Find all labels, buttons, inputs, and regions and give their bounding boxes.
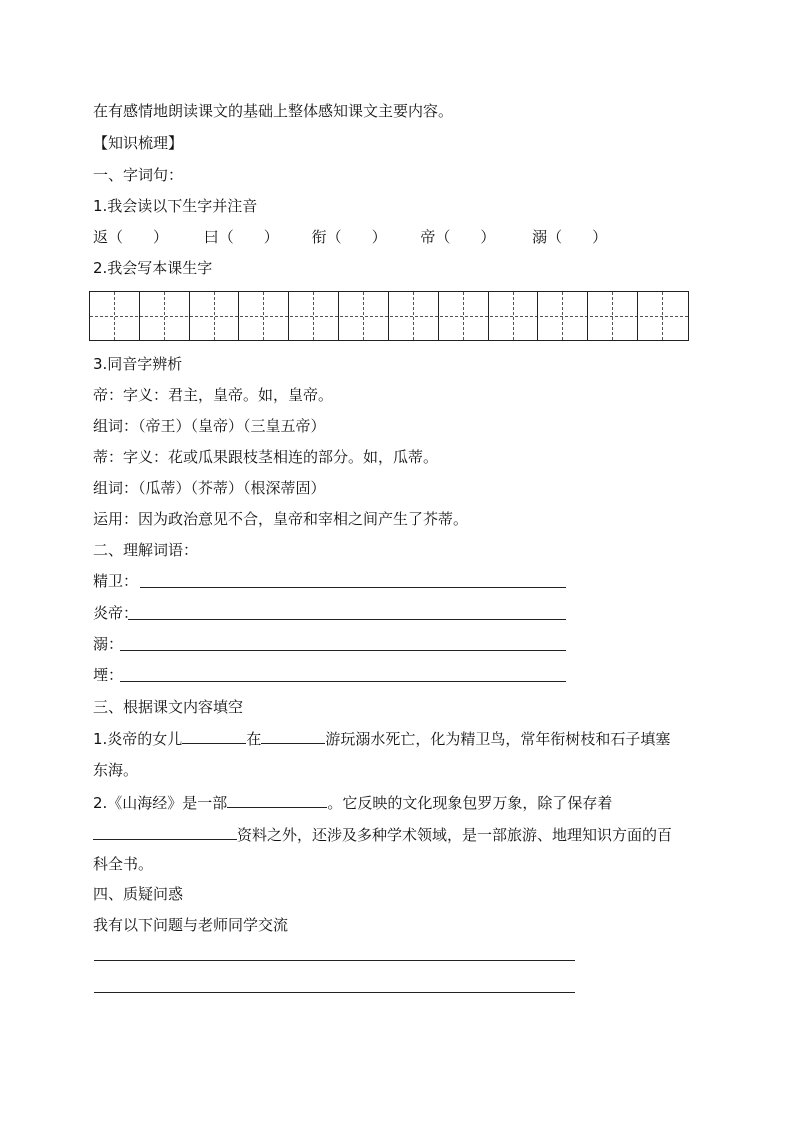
vocab-label: 溺： — [93, 635, 124, 653]
fill2-line2 — [93, 824, 672, 845]
fill1-line — [93, 728, 670, 749]
grid-cell[interactable] — [439, 292, 464, 340]
question-line[interactable] — [94, 992, 575, 993]
grid-cell[interactable] — [115, 292, 140, 340]
grid-cell[interactable] — [514, 292, 539, 340]
pinyin-row — [93, 227, 607, 247]
fill-blank[interactable] — [93, 824, 237, 840]
part2-title: 二、理解词语： — [93, 541, 199, 559]
grid-cell[interactable] — [364, 292, 389, 340]
grid-cell[interactable] — [190, 292, 215, 340]
grid-cell[interactable] — [389, 292, 414, 340]
question-prompt: 我有以下问题与老师同学交流 — [93, 916, 289, 934]
vocab-label: 精卫： — [93, 572, 139, 590]
answer-line[interactable] — [120, 681, 566, 682]
grid-cell[interactable] — [90, 292, 115, 340]
question-line[interactable] — [94, 960, 575, 961]
fill-blank[interactable] — [261, 728, 325, 744]
fill2-cont: 科全书。 — [93, 855, 154, 873]
fill1-text-c: 游玩溺水死亡，化为精卫鸟，常年衔树枝和石子填塞 — [325, 730, 671, 748]
fill2-line — [93, 792, 612, 813]
pinyin-item: 衔（ ） — [311, 228, 387, 246]
grid-cell[interactable] — [215, 292, 240, 340]
grid-cell[interactable] — [588, 292, 613, 340]
pinyin-item: 曰（ ） — [203, 228, 279, 246]
grid-cell[interactable] — [539, 292, 564, 340]
di-words: 组词：（帝王）（皇帝）（三皇五帝） — [93, 417, 326, 435]
grid-cell[interactable] — [563, 292, 588, 340]
grid-cell[interactable] — [339, 292, 364, 340]
fill2-text-b: 。它反映的文化现象包罗万象，除了保存着 — [327, 794, 613, 812]
q3-title: 3.同音字辨析 — [93, 355, 183, 373]
q2-title: 2.我会写本课生字 — [93, 259, 213, 277]
pinyin-item: 溺（ ） — [532, 228, 608, 246]
pinyin-item: 帝（ ） — [420, 228, 496, 246]
grid-cell[interactable] — [165, 292, 190, 340]
grid-cell[interactable] — [414, 292, 439, 340]
grid-cell[interactable] — [613, 292, 638, 340]
vocab-label: 堙： — [93, 666, 124, 684]
grid-cell[interactable] — [464, 292, 489, 340]
grid-cell[interactable] — [289, 292, 314, 340]
part1-title: 一、字词句： — [93, 166, 184, 184]
answer-line[interactable] — [120, 650, 566, 651]
knowledge-heading: 【知识梳理】 — [93, 134, 184, 152]
grid-cell[interactable] — [638, 292, 663, 340]
answer-line[interactable] — [128, 619, 566, 620]
writing-grid[interactable] — [89, 291, 689, 341]
q1-title: 1.我会读以下生字并注音 — [93, 197, 258, 215]
fill1-cont: 东海。 — [93, 761, 139, 779]
vocab-label: 炎帝： — [93, 604, 139, 622]
part4-title: 四、质疑问惑 — [93, 885, 184, 903]
fill-blank[interactable] — [182, 728, 246, 744]
pinyin-item: 返（ ） — [93, 228, 169, 246]
fill-blank[interactable] — [227, 792, 327, 808]
intro-text: 在有感情地朗读课文的基础上整体感知课文主要内容。 — [93, 102, 454, 120]
grid-cell[interactable] — [140, 292, 165, 340]
fill1-text-b: 在 — [246, 730, 262, 748]
di2-meaning: 蒂：字义：花或瓜果跟枝茎相连的部分。如，瓜蒂。 — [93, 448, 439, 466]
fill2-text-a: 2.《山海经》是一部 — [93, 794, 228, 812]
grid-cell[interactable] — [314, 292, 339, 340]
grid-cell[interactable] — [489, 292, 514, 340]
part3-title: 三、根据课文内容填空 — [93, 698, 244, 716]
fill2-text-c: 资料之外，还涉及多种学术领域，是一部旅游、地理知识方面的百 — [237, 826, 673, 844]
di2-words: 组词：（瓜蒂）（芥蒂）（根深蒂固） — [93, 479, 326, 497]
usage-text: 运用：因为政治意见不合，皇帝和宰相之间产生了芥蒂。 — [93, 510, 469, 528]
grid-cell[interactable] — [240, 292, 265, 340]
di-meaning: 帝：字义：君主，皇帝。如，皇帝。 — [93, 386, 334, 404]
grid-cell[interactable] — [264, 292, 289, 340]
answer-line[interactable] — [140, 587, 566, 588]
fill1-text-a: 1.炎帝的女儿 — [93, 730, 183, 748]
